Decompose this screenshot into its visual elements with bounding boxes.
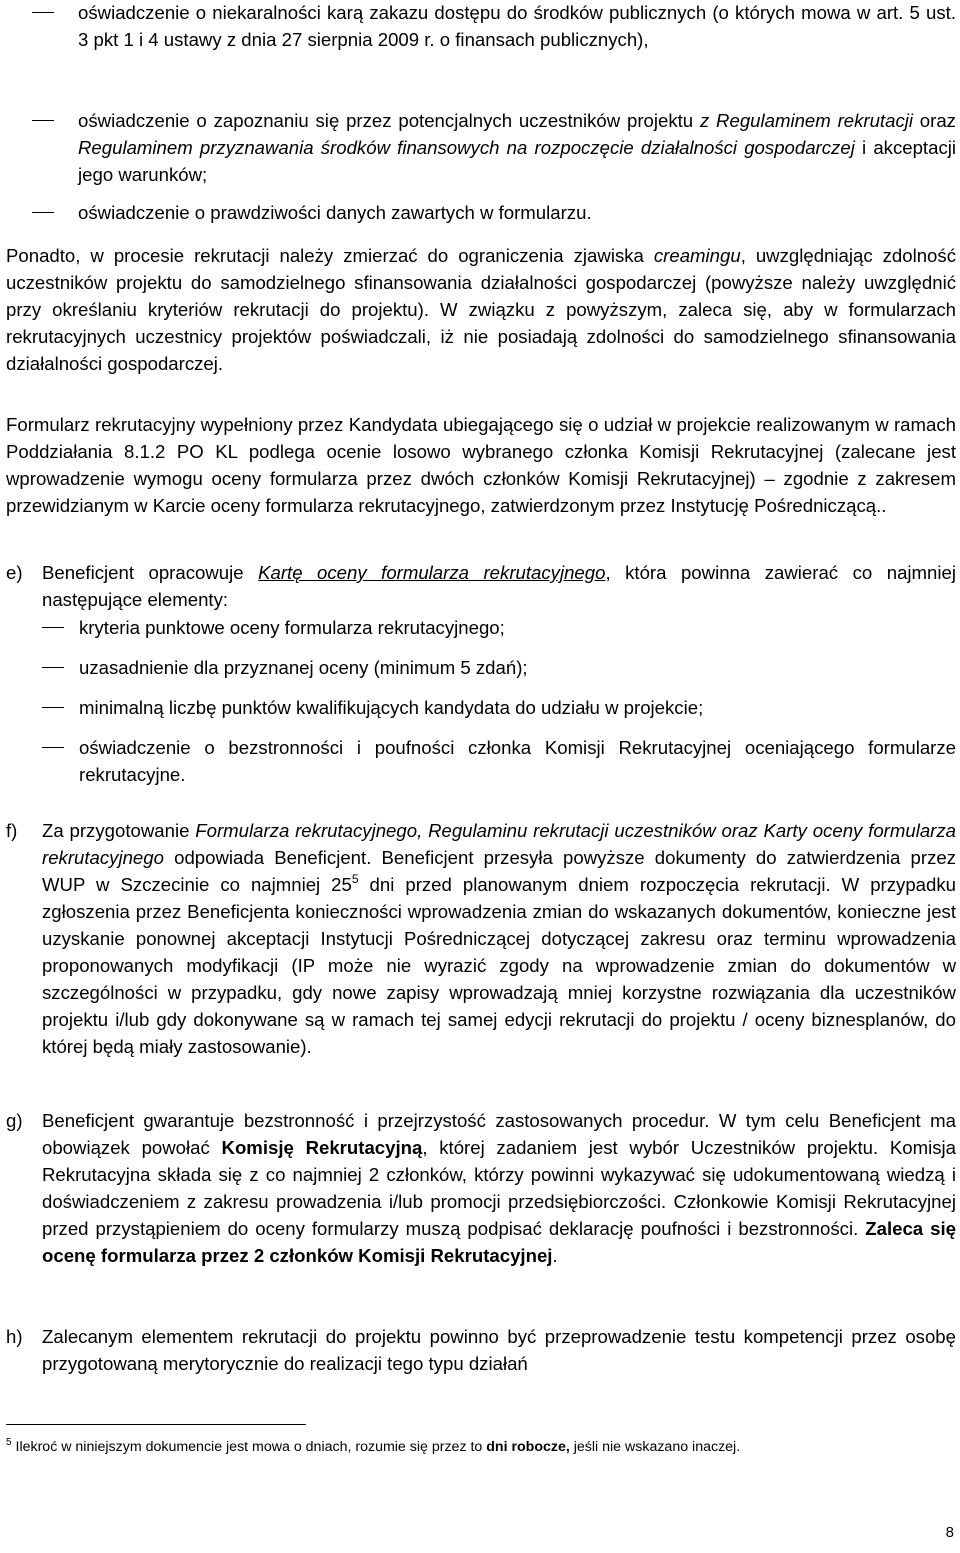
italic-text: z Regulaminem rekrutacji [699, 110, 913, 131]
item-letter: g) [6, 1110, 23, 1131]
footnote-text: Ilekroć w niniejszym dokumencie jest mowa o dniach, rozumie się przez to [11, 1439, 487, 1455]
paragraph-text: , której zadaniem jest wybór Uczestników projektu. Komisja Rekrutacyjna składa się z co najmniej 2 członków, którzy powinni wykazywać się udokumentowaną wiedzą i doświadczeniem z zakresu prowadzenia i/lub promocji przedsiębiorczości. Członkowie Komisji Rekrutacyjnej przed przystąpieniem do oceny formularzy muszą podpisać deklarację poufności i bezstronności. [42, 1137, 956, 1239]
list-item-text: oświadczenie o bezstronności i poufności członka Komisji Rekrutacyjnej oceniającego formularze rekrutacyjne. [79, 737, 956, 785]
item-letter: f) [6, 820, 18, 841]
paragraph-text: , która powinna zawierać co najmniej następujące elementy: [42, 562, 956, 610]
paragraph-formularz: Formularz rekrutacyjny wypełniony przez Kandydata ubiegającego się o udział w projekcie realizowanym w ramach Poddziałania 8.1.2 PO KL podlega ocenie losowo wybranego członka Komisji Rekrutacyjnej (zalecane jest wprowadzenie wymogu oceny formularza przez dwóch członków Komisji Rekrutacyjnej) – zgodnie z zakresem przewidzianym w Karcie oceny formularza rekrutacyjnego, zatwierdzonym przez Instytucję Pośredniczącą.. [6, 414, 956, 516]
footnote-ref[interactable]: 5 [351, 872, 359, 886]
list-item-text: uzasadnienie dla przyznanej oceny (minimum 5 zdań); [79, 657, 528, 678]
list-item-text: oraz [913, 110, 956, 131]
footnote-number: 5 [6, 1437, 12, 1448]
paragraph-text: Za przygotowanie [42, 820, 196, 841]
footnote [6, 1437, 946, 1457]
list-item-text: oświadczenie o prawdziwości danych zawartych w formularzu. [78, 202, 592, 223]
bold-text: dni robocze, [486, 1439, 570, 1455]
paragraph-text: Beneficjent gwarantuje bezstronność i przejrzystość zastosowanych procedur. W tym celu Beneficjent ma obowiązek powołać [42, 1110, 956, 1158]
italic-text: Regulaminem przyznawania środków finansowych na rozpoczęcie działalności gospodarczej [78, 137, 855, 158]
paragraph-creaming [6, 242, 956, 377]
paragraph-text: Ponadto, w procesie rekrutacji należy zmierzać do ograniczenia zjawiska [6, 245, 654, 266]
list-item-text: i akceptacji jego warunków; [78, 137, 956, 185]
list-item-text: oświadczenie o zapoznaniu się przez potencjalnych uczestników projektu [78, 110, 700, 131]
list-item [6, 734, 956, 788]
list-item [6, 654, 956, 681]
list-item [6, 107, 956, 188]
footnote-text: jeśli nie wskazano inaczej. [569, 1439, 741, 1455]
list-item-text: minimalną liczbę punktów kwalifikujących kandydata do udziału w projekcie; [79, 697, 704, 718]
paragraph-text: dni przed planowanym dniem rozpoczęcia rekrutacji. W przypadku zgłoszenia przez Beneficjenta konieczności wprowadzenia zmian do wskazanych dokumentów, konieczne jest uzyskanie ponownej akceptacji Instytucji Pośredniczącej dotyczącej zakresu oraz terminu wprowadzenia proponowanych modyfikacji (IP może nie wyrazić zgody na wprowadzenie zmian do dokumentów w szczególności w przypadku, gdy nowe zapisy wprowadzają mniej korzystne rozwiązania dla uczestników projektu i/lub gdy dokonywane są w ramach tej samej edycji rekrutacji do projektu / oceny biznesplanów, do której będą miały zastosowanie). [42, 874, 956, 1057]
paragraph-text: . [552, 1245, 558, 1266]
footnote-separator [6, 1424, 306, 1425]
bold-text: Zaleca się ocenę formularza przez 2 członków Komisji Rekrutacyjnej [42, 1218, 957, 1266]
item-letter: e) [6, 562, 23, 583]
item-e [6, 559, 956, 613]
item-letter: h) [6, 1326, 23, 1347]
karta-oceny-link[interactable]: Kartę oceny formularza rekrutacyjnego [258, 562, 606, 583]
page-number: 8 [945, 1524, 954, 1541]
item-h [6, 1323, 956, 1377]
paragraph-text: Zalecanym elementem rekrutacji do projektu powinno być przeprowadzenie testu kompetencji przez osobę przygotowaną merytorycznie do realizacji tego typu działań [42, 1326, 956, 1374]
list-item [6, 694, 956, 721]
paragraph-text: Beneficjent opracowuje [42, 562, 259, 583]
list-item [6, 614, 956, 641]
italic-text: Formularza rekrutacyjnego, Regulaminu rekrutacji uczestników oraz Karty oceny formularza rekrutacyjnego [42, 820, 956, 868]
list-item-text: oświadczenie o niekaralności karą zakazu dostępu do środków publicznych (o których mowa w art. 5 ust. 3 pkt 1 i 4 ustawy z dnia 27 sierpnia 2009 r. o finansach publicznych), [78, 2, 956, 50]
italic-text: creamingu [653, 245, 741, 266]
list-item [6, 199, 956, 226]
item-g [6, 1107, 956, 1269]
paragraph-text: odpowiada Beneficjent. Beneficjent przesyła powyższe dokumenty do zatwierdzenia przez WUP w Szczecinie co najmniej 25 [42, 847, 956, 895]
bold-text: Komisję Rekrutacyjną [221, 1137, 423, 1158]
list-item-text: kryteria punktowe oceny formularza rekrutacyjnego; [79, 617, 505, 638]
paragraph-text: , uwzględniając zdolność uczestników projektu do samodzielnego sfinansowania działalności gospodarczej (powyższe należy uwzględnić przy określaniu kryteriów rekrutacji do projektu). W związku z powyższym, zaleca się, aby w formularzach rekrutacyjnych uczestnicy projektów poświadczali, iż nie posiadają zdolności do samodzielnego sfinansowania działalności gospodarczej. [6, 245, 956, 374]
item-f [6, 817, 956, 1060]
list-item [6, 0, 956, 53]
